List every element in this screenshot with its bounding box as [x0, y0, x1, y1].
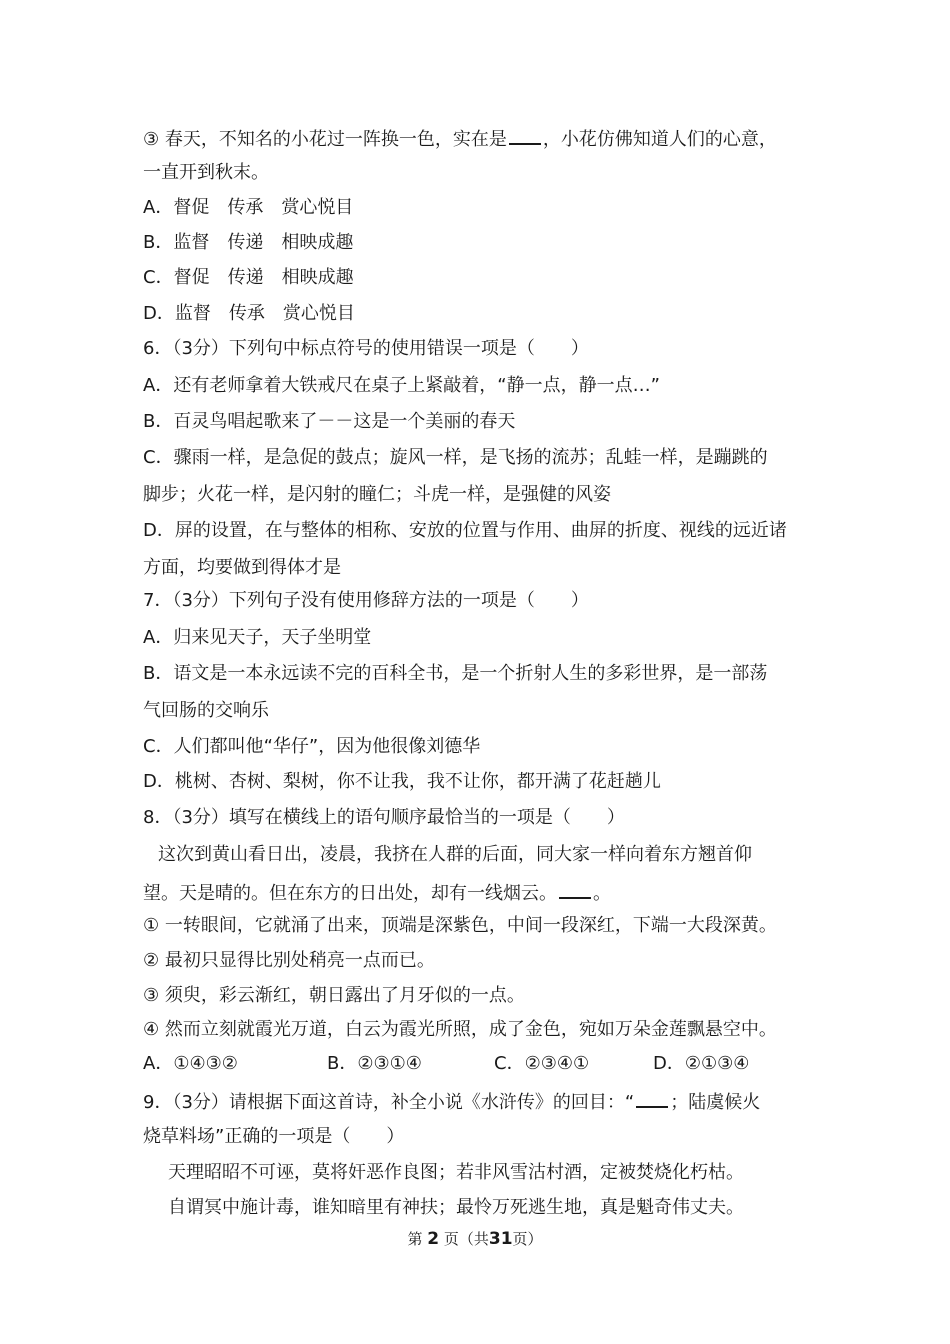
- answer-blank: [559, 879, 591, 899]
- q9-stem-pre: 9．（3分）请根据下面这首诗，补全小说《水浒传》的回目：“: [143, 1092, 635, 1113]
- q7-line-a: A．归来见天子，天子坐明堂: [143, 627, 372, 648]
- q9-stem-cont: 烧草料场”正确的一项是（ ）: [143, 1126, 405, 1147]
- q9-stem: [143, 1088, 760, 1115]
- q5-item3-pre: ③ 春天，不知名的小花过一阵换一色，实在是: [143, 129, 507, 150]
- q5-option-b: B．监督 传递 相映成趣: [143, 232, 354, 253]
- answer-blank: [636, 1088, 668, 1108]
- q7-line-d: D．桃树、杏树、梨树，你不让我，我不让你，都开满了花赶趟儿: [143, 771, 661, 792]
- footer-total-pages: 31: [488, 1229, 513, 1249]
- q6-line-c1: C．骤雨一样，是急促的鼓点；旋风一样，是飞扬的流苏；乱蛙一样，是蹦跳的: [143, 447, 768, 468]
- page-footer: [0, 1229, 950, 1249]
- q5-option-d: D．监督 传承 赏心悦目: [143, 303, 355, 324]
- q8-item-4: ④ 然而立刻就霞光万道，白云为霞光所照，成了金色，宛如万朵金莲飘悬空中。: [143, 1019, 777, 1040]
- q6-line-a: A．还有老师拿着大铁戒尺在桌子上紧敲着，“静一点，静一点…”: [143, 375, 660, 396]
- q8-stem: 8．（3分）填写在横线上的语句顺序最恰当的一项是（ ）: [143, 807, 625, 828]
- q6-line-d2: 方面，均要做到得体才是: [143, 557, 341, 578]
- q8-option-b: B．②③①④: [327, 1053, 422, 1074]
- footer-suffix: 页）: [512, 1230, 543, 1248]
- q8-passage-2: [143, 879, 611, 906]
- footer-page-number: 2: [427, 1229, 440, 1249]
- q6-line-b: B．百灵鸟唱起歌来了－－这是一个美丽的春天: [143, 411, 516, 432]
- q5-item3-post: ，小花仿佛知道人们的心意，: [542, 129, 777, 150]
- q8-option-c: C．②③④①: [494, 1053, 590, 1074]
- q7-line-c: C．人们都叫他“华仔”，因为他很像刘德华: [143, 736, 481, 757]
- footer-middle: 页（共: [443, 1230, 489, 1248]
- q8-passage-2-post: 。: [593, 883, 611, 904]
- q8-item-2: ② 最初只显得比别处稍亮一点而已。: [143, 950, 435, 971]
- q9-poem-line-1: 天理昭昭不可诬，莫将奸恶作良图；若非风雪沽村酒，定被焚烧化朽枯。: [168, 1162, 744, 1183]
- q5-option-c: C．督促 传递 相映成趣: [143, 267, 354, 288]
- q5-option-a: A．督促 传承 赏心悦目: [143, 197, 354, 218]
- q9-stem-post: ；陆虞候火: [670, 1092, 761, 1113]
- q8-passage-1: 这次到黄山看日出，凌晨，我挤在人群的后面，同大家一样向着东方翘首仰: [158, 844, 752, 865]
- q6-stem: 6．（3分）下列句中标点符号的使用错误一项是（ ）: [143, 338, 589, 359]
- answer-blank: [509, 125, 541, 145]
- footer-prefix: 第: [407, 1230, 423, 1248]
- q6-line-d1: D．屏的设置，在与整体的相称、安放的位置与作用、曲屏的折度、视线的远近诸: [143, 520, 787, 541]
- q7-stem: 7．（3分）下列句子没有使用修辞方法的一项是（ ）: [143, 590, 589, 611]
- q8-option-a: A．①④③②: [143, 1053, 238, 1074]
- q8-item-1: ① 一转眼间，它就涌了出来，顶端是深紫色，中间一段深红，下端一大段深黄。: [143, 915, 777, 936]
- q6-line-c2: 脚步；火花一样，是闪射的瞳仁；斗虎一样，是强健的风姿: [143, 484, 611, 505]
- q8-passage-2-pre: 望。天是晴的。但在东方的日出处，却有一线烟云。: [143, 883, 557, 904]
- q5-item3-line: [143, 125, 777, 152]
- q9-poem-line-2: 自谓冥中施计毒，谁知暗里有神扶；最怜万死逃生地，真是魁奇伟丈夫。: [168, 1197, 744, 1218]
- q8-item-3: ③ 须臾，彩云渐红，朝日露出了月牙似的一点。: [143, 985, 525, 1006]
- q7-line-b1: B．语文是一本永远读不完的百科全书，是一个折射人生的多彩世界，是一部荡: [143, 663, 768, 684]
- q8-option-d: D．②①③④: [653, 1053, 750, 1074]
- q7-line-b2: 气回肠的交响乐: [143, 700, 269, 721]
- q5-item3-cont: 一直开到秋末。: [143, 162, 269, 183]
